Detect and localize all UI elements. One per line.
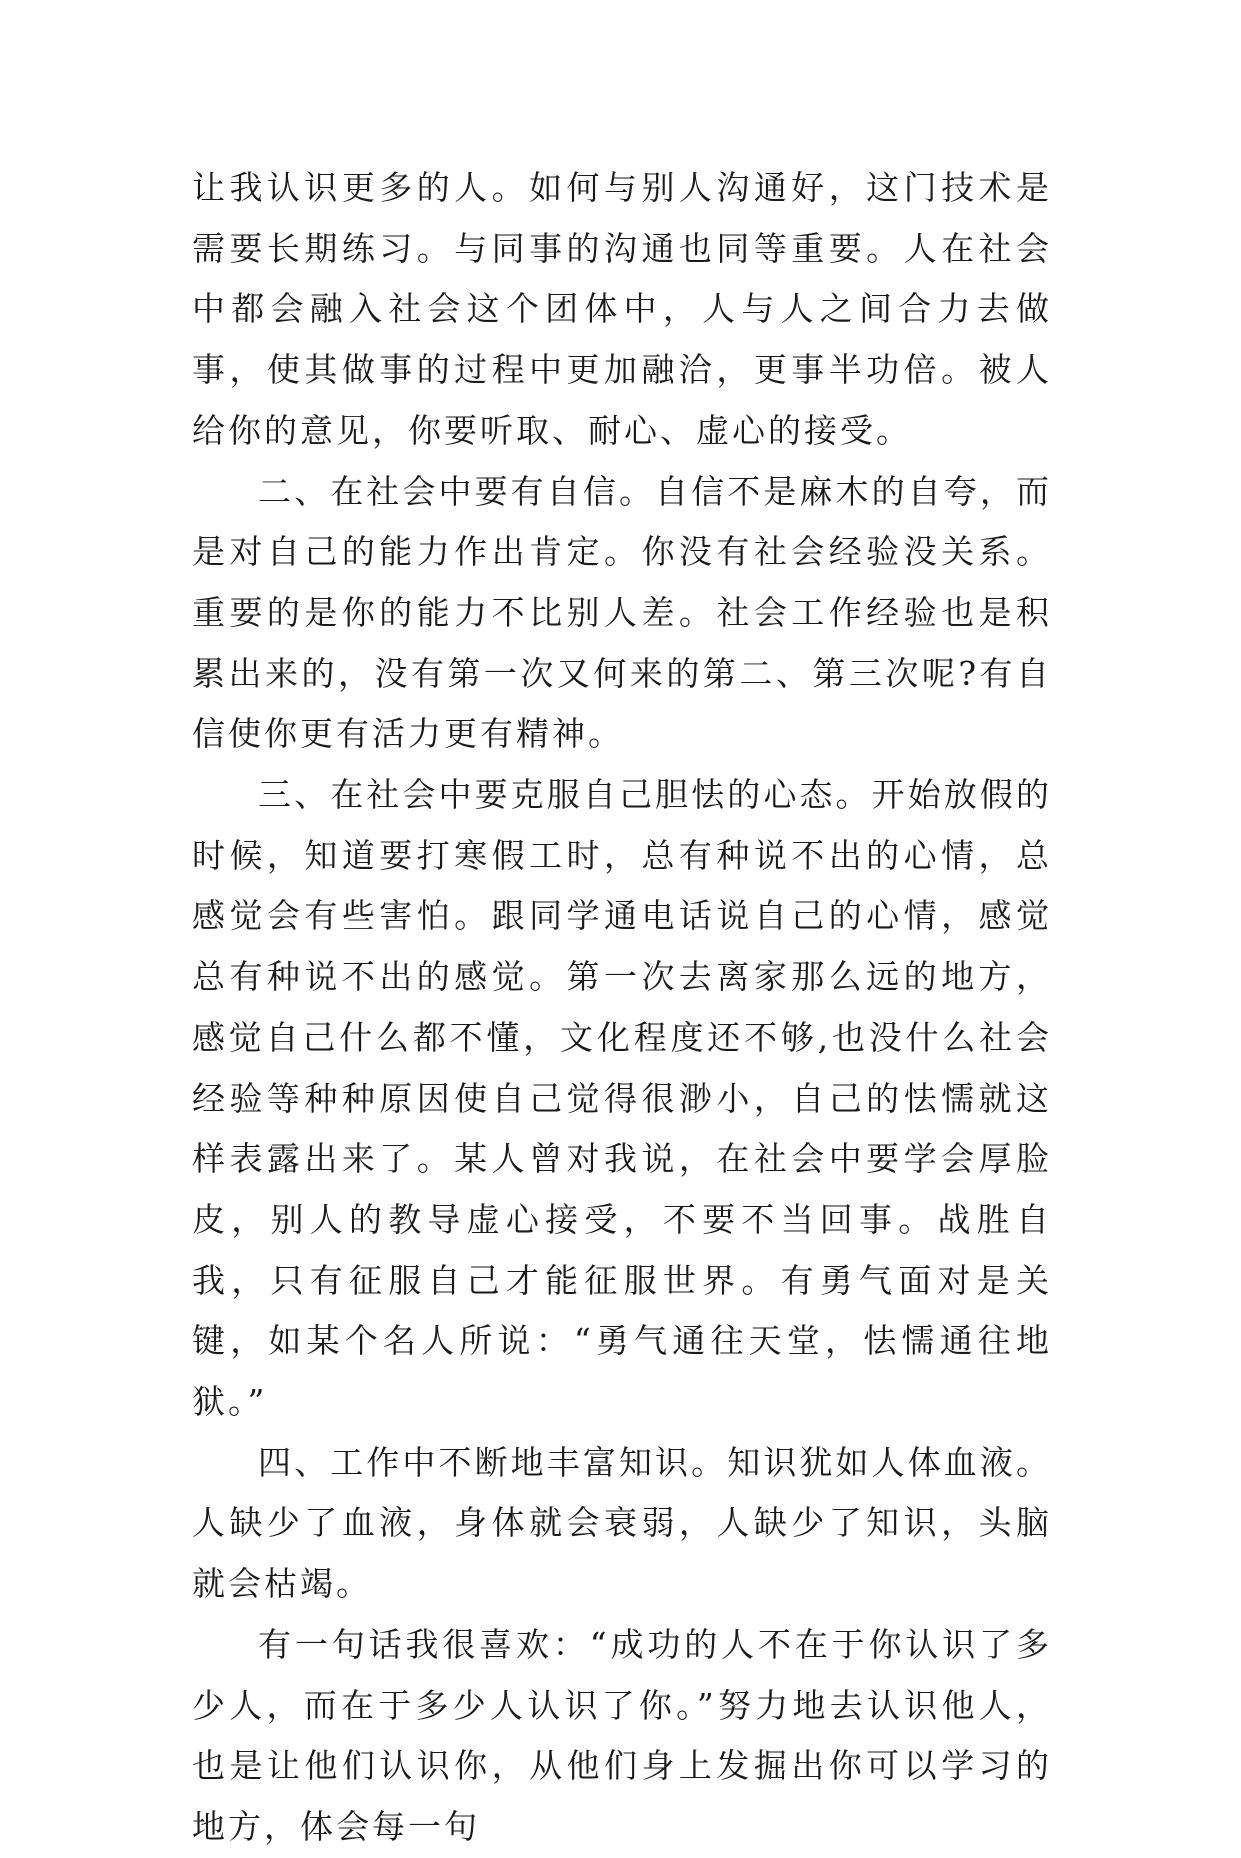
paragraph-knowledge: 四、工作中不断地丰富知识。知识犹如人体血液。人缺少了血液，身体就会衰弱，人缺少了知识，头脑就会枯竭。 (192, 1442, 1052, 1604)
paragraph-confidence: 二、在社会中要有自信。自信不是麻木的自夸，而是对自己的能力作出肯定。你没有社会经验没关系。重要的是你的能力不比别人差。社会工作经验也是积累出来的，没有第一次又何来的第二、第三次呢?有自信使你更有活力更有精神。 (192, 471, 1052, 754)
paragraph-overcome-timidity: 三、在社会中要克服自己胆怯的心态。开始放假的时候，知道要打寒假工时，总有种说不出的心情，总感觉会有些害怕。跟同学通电话说自己的心情，感觉总有种说不出的感觉。第一次去离家那么远的地方，感觉自己什么都不懂，文化程度还不够,也没什么社会经验等种种原因使自己觉得很渺小，自己的怯懦就这样表露出来了。某人曾对我说，在社会中要学会厚脸皮，别人的教导虚心接受，不要不当回事。战胜自我，只有征服自己才能征服世界。有勇气面对是关键，如某个名人所说：“勇气通往天堂，怯懦通往地狱。” (192, 775, 1052, 1422)
body-text (192, 158, 1052, 1858)
paragraph-communication: 让我认识更多的人。如何与别人沟通好，这门技术是需要长期练习。与同事的沟通也同等重要。人在社会中都会融入社会这个团体中，人与人之间合力去做事，使其做事的过程中更加融洽，更事半功倍。被人给你的意见，你要听取、耐心、虚心的接受。 (192, 168, 1052, 450)
paragraph-favorite-quote: 有一句话我很喜欢：“成功的人不在于你认识了多少人，而在于多少人认识了你。”努力地去认识他人，也是让他们认识你，从他们身上发掘出你可以学习的地方，体会每一句 (192, 1624, 1052, 1846)
